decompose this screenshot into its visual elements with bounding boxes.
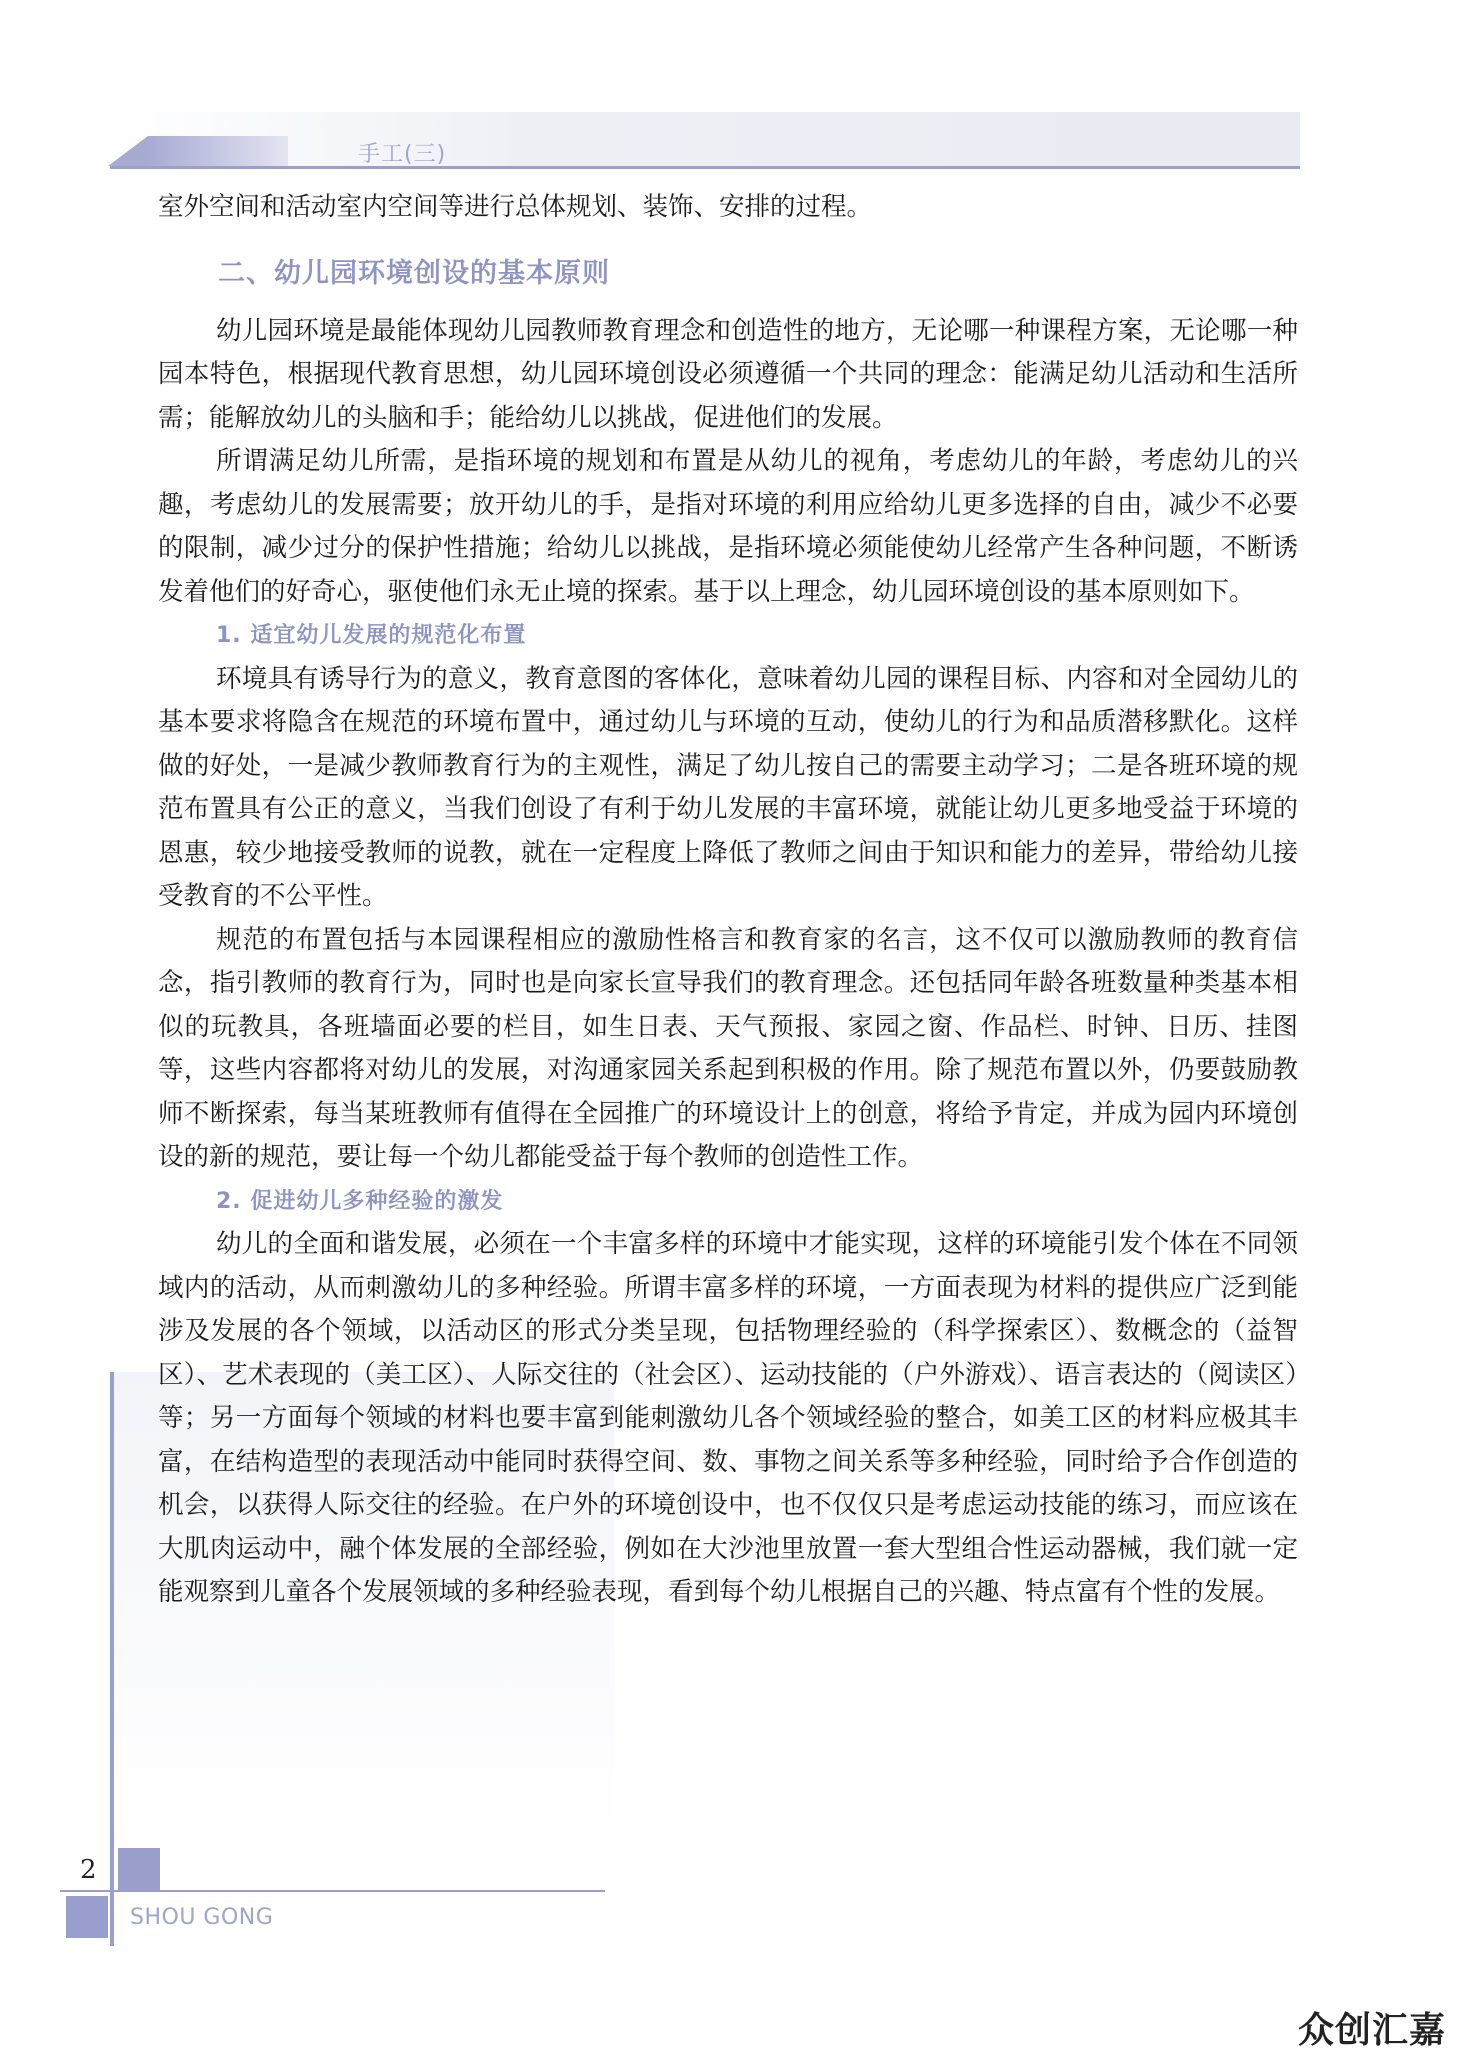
paragraph: 规范的布置包括与本园课程相应的激励性格言和教育家的名言，这不仅可以激励教师的教育信念，指引教师的教育行为，同时也是向家长宣导我们的教育理念。还包括同年龄各班数量种类基本相似的玩教具，各班墙面必要的栏目，如生日表、天气预报、家园之窗、作品栏、时钟、日历、挂图等，这些内容都将对幼儿的发展，对沟通家园关系起到积极的作用。除了规范布置以外，仍要鼓励教师不断探索，每当某班教师有值得在全园推广的环境设计上的创意，将给予肯定，并成为园内环境创设的新的规范，要让每一个幼儿都能受益于每个教师的创造性工作。 (158, 924, 1298, 1172)
footer-square (118, 1848, 160, 1890)
running-head: 手工(三) (358, 142, 447, 167)
header-band (110, 112, 1300, 168)
footer-square (66, 1896, 108, 1938)
page-number: 2 (80, 1855, 97, 1885)
paragraph: 室外空间和活动室内空间等进行总体规划、装饰、安排的过程。 (158, 192, 873, 222)
paragraph: 幼儿的全面和谐发展，必须在一个丰富多样的环境中才能实现，这样的环境能引发个体在不同领域内的活动，从而刺激幼儿的多种经验。所谓丰富多样的环境，一方面表现为材料的提供应广泛到能涉及发展的各个领域，以活动区的形式分类呈现，包括物理经验的（科学探索区）、数概念的（益智区）、艺术表现的（美工区）、人际交往的（社会区）、运动技能的（户外游戏）、语言表达的（阅读区）等；另一方面每个领域的材料也要丰富到能刺激幼儿各个领域经验的整合，如美工区的材料应极其丰富，在结构造型的表现活动中能同时获得空间、数、事物之间关系等多种经验，同时给予合作创造的机会，以获得人际交往的经验。在户外的环境创设中，也不仅仅只是考虑运动技能的练习，而应该在大肌肉运动中，融个体发展的全部经验，例如在大沙池里放置一套大型组合性运动器械，我们就一定能观察到儿童各个发展领域的多种经验表现，看到每个幼儿根据自己的兴趣、特点富有个性的发展。 (158, 1229, 1298, 1607)
header-decoration-fill (148, 136, 288, 166)
subsection-heading: 1. 适宜幼儿发展的规范化布置 (216, 623, 527, 648)
header-rule (110, 166, 1300, 169)
page-body (158, 186, 1298, 1615)
margin-rule (110, 1372, 114, 1946)
header-decoration (108, 136, 148, 166)
subsection-heading: 2. 促进幼儿多种经验的激发 (216, 1188, 504, 1214)
footer-rule (60, 1890, 605, 1892)
paragraph: 环境具有诱导行为的意义，教育意图的客体化，意味着幼儿园的课程目标、内容和对全园幼儿的基本要求将隐含在规范的环境布置中，通过幼儿与环境的互动，使幼儿的行为和品质潜移默化。这样做的好处，一是减少教师教育行为的主观性，满足了幼儿按自己的需要主动学习；二是各班环境的规范布置具有公正的意义，当我们创设了有利于幼儿发展的丰富环境，就能让幼儿更多地受益于环境的恩惠，较少地接受教师的说教，就在一定程度上降低了教师之间由于知识和能力的差异，带给幼儿接受教育的不公平性。 (158, 663, 1298, 911)
paragraph: 幼儿园环境是最能体现幼儿园教师教育理念和创造性的地方，无论哪一种课程方案，无论哪一种园本特色，根据现代教育思想，幼儿园环境创设必须遵循一个共同的理念：能满足幼儿活动和生活所需；能解放幼儿的头脑和手；能给幼儿以挑战，促进他们的发展。 (158, 315, 1298, 433)
footer-label: SHOU GONG (130, 1905, 274, 1930)
section-heading: 二、幼儿园环境创设的基本原则 (218, 257, 610, 289)
paragraph: 所谓满足幼儿所需，是指环境的规划和布置是从幼儿的视角，考虑幼儿的年龄，考虑幼儿的兴趣，考虑幼儿的发展需要；放开幼儿的手，是指对环境的利用应给幼儿更多选择的自由，减少不必要的限制，减少过分的保护性措施；给幼儿以挑战，是指环境必须能使幼儿经常产生各种问题，不断诱发着他们的好奇心，驱使他们永无止境的探索。基于以上理念，幼儿园环境创设的基本原则如下。 (158, 446, 1298, 607)
watermark: 众创汇嘉 (1298, 2010, 1447, 2051)
